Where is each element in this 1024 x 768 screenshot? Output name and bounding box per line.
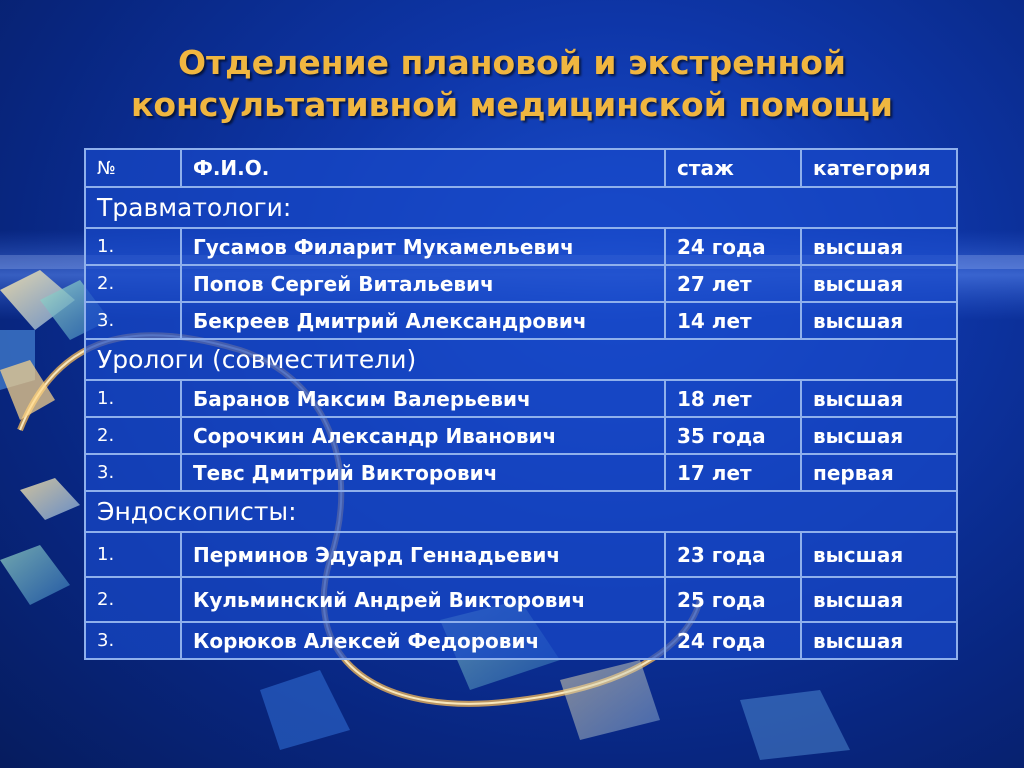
table-row [85, 265, 957, 302]
row-name: Сорочкин Александр Иванович [181, 417, 665, 454]
row-category: высшая [801, 622, 957, 659]
row-name: Корюков Алексей Федорович [181, 622, 665, 659]
row-experience: 14 лет [665, 302, 801, 339]
table-header-row [85, 149, 957, 187]
group-row-endoscopists [85, 491, 957, 532]
row-experience: 23 года [665, 532, 801, 577]
table-row [85, 532, 957, 577]
header-name: Ф.И.О. [181, 149, 665, 187]
row-num: 3. [85, 454, 181, 491]
row-name: Попов Сергей Витальевич [181, 265, 665, 302]
table-row [85, 417, 957, 454]
group-row-traumatologists [85, 187, 957, 228]
header-category: категория [801, 149, 957, 187]
slide-title [0, 42, 1024, 126]
table-row [85, 228, 957, 265]
group-title: Эндоскописты: [85, 491, 957, 532]
row-experience: 27 лет [665, 265, 801, 302]
staff-table [84, 148, 958, 660]
row-experience: 24 года [665, 228, 801, 265]
row-name: Гусамов Филарит Мукамельевич [181, 228, 665, 265]
table-row [85, 577, 957, 622]
group-title: Травматологи: [85, 187, 957, 228]
row-category: высшая [801, 302, 957, 339]
row-category: высшая [801, 380, 957, 417]
row-name: Тевс Дмитрий Викторович [181, 454, 665, 491]
row-category: первая [801, 454, 957, 491]
group-title: Урологи (совместители) [85, 339, 957, 380]
row-category: высшая [801, 532, 957, 577]
row-num: 1. [85, 532, 181, 577]
table-row [85, 380, 957, 417]
row-category: высшая [801, 265, 957, 302]
table-row [85, 302, 957, 339]
row-name: Кульминский Андрей Викторович [181, 577, 665, 622]
table-row [85, 622, 957, 659]
row-num: 2. [85, 577, 181, 622]
row-num: 1. [85, 228, 181, 265]
row-experience: 17 лет [665, 454, 801, 491]
row-experience: 35 года [665, 417, 801, 454]
row-num: 3. [85, 302, 181, 339]
slide-title-line2: консультативной медицинской помощи [130, 85, 894, 124]
slide-title-line1: Отделение плановой и экстренной [177, 43, 847, 82]
header-experience: стаж [665, 149, 801, 187]
row-experience: 18 лет [665, 380, 801, 417]
row-experience: 24 года [665, 622, 801, 659]
row-num: 2. [85, 417, 181, 454]
row-category: высшая [801, 228, 957, 265]
row-num: 1. [85, 380, 181, 417]
row-num: 3. [85, 622, 181, 659]
row-name: Баранов Максим Валерьевич [181, 380, 665, 417]
row-num: 2. [85, 265, 181, 302]
row-name: Перминов Эдуард Геннадьевич [181, 532, 665, 577]
row-experience: 25 года [665, 577, 801, 622]
row-name: Бекреев Дмитрий Александрович [181, 302, 665, 339]
group-row-urologists [85, 339, 957, 380]
row-category: высшая [801, 577, 957, 622]
row-category: высшая [801, 417, 957, 454]
header-num: № [85, 149, 181, 187]
table-row [85, 454, 957, 491]
